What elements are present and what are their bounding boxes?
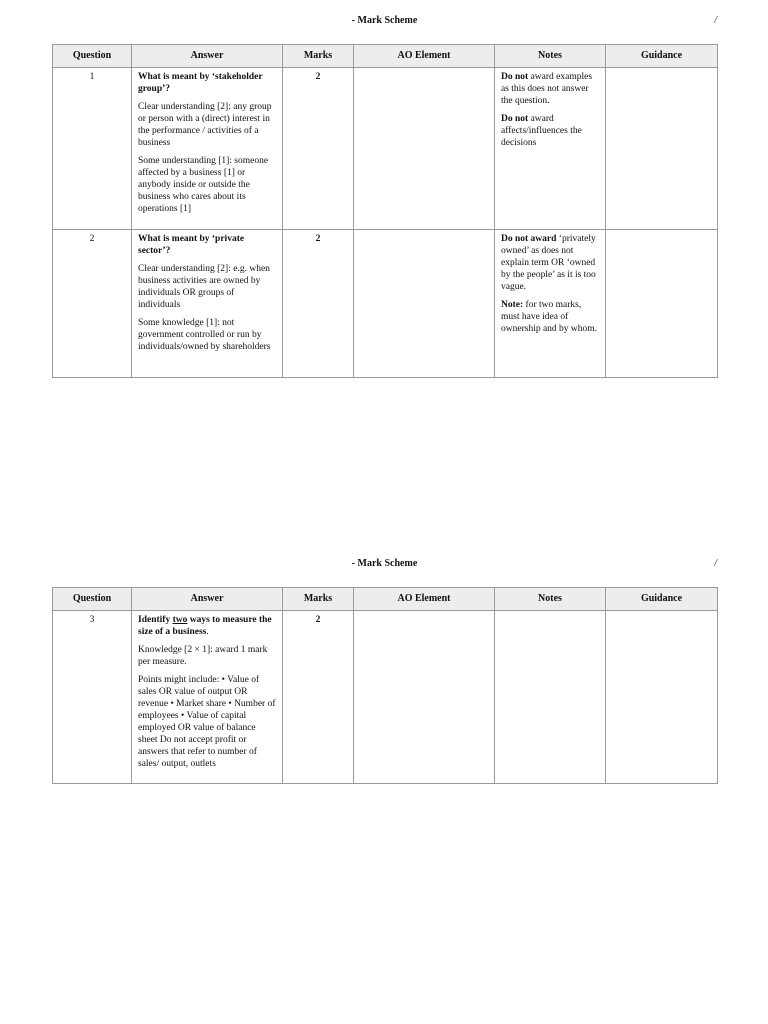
guidance-cell [606, 611, 718, 784]
page-number: / [714, 15, 717, 26]
column-header-answer: Answer [132, 45, 283, 68]
ao-element-cell [354, 611, 495, 784]
marks-cell: 2 [283, 68, 354, 230]
answer-line: Clear understanding [2]: e.g. when business activities are owned by individuals OR groups of individuals [138, 263, 270, 310]
table-row [53, 230, 718, 378]
column-header-question: Question [53, 45, 132, 68]
table-header-row [53, 588, 718, 611]
guidance-cell [606, 230, 718, 378]
table-row [53, 68, 718, 230]
note-line: Do not award examples as this does not answer the question. [501, 72, 593, 106]
column-header-ao-element: AO Element [354, 45, 495, 68]
note-line: Note: for two marks, must have idea of ownership and by whom. [501, 299, 598, 334]
notes-cell [495, 230, 606, 378]
guidance-cell [606, 68, 718, 230]
answer-line: Some knowledge [1]: not government controlled or run by individuals/owned by shareholders [138, 317, 271, 352]
mark-scheme-table [52, 44, 718, 378]
table-header-row [53, 45, 718, 68]
answer-line: Knowledge [2 × 1]: award 1 mark per measure. [138, 644, 268, 667]
mark-scheme-table [52, 587, 718, 784]
page-number: / [714, 558, 717, 569]
column-header-marks: Marks [283, 45, 354, 68]
answer-line: Points might include: • Value of sales OR value of output OR revenue • Market share • Number of employees • Value of capital employed OR value of balance sheet Do not accept profit or answers that refer to number of sales/ output, outlets [138, 674, 276, 769]
page-title: - Mark Scheme [351, 558, 418, 569]
column-header-guidance: Guidance [606, 588, 718, 611]
column-header-answer: Answer [132, 588, 283, 611]
page-header [52, 15, 717, 28]
column-header-notes: Notes [495, 45, 606, 68]
column-header-marks: Marks [283, 588, 354, 611]
column-header-question: Question [53, 588, 132, 611]
question-prompt: Identify two ways to measure the size of a business. [138, 615, 272, 637]
column-header-guidance: Guidance [606, 45, 718, 68]
answer-line: Some understanding [1]: someone affected by a business [1] or anybody inside or outside the business who cares about its operations [1] [138, 155, 269, 214]
page-title: - Mark Scheme [351, 15, 418, 26]
marks-cell: 2 [283, 230, 354, 378]
notes-cell [495, 611, 606, 784]
question-prompt: What is meant by ‘stakeholder group’? [138, 72, 263, 94]
column-header-ao-element: AO Element [354, 588, 495, 611]
question-prompt: What is meant by ‘private sector’? [138, 234, 245, 256]
table-row [53, 611, 718, 784]
ao-element-cell [354, 68, 495, 230]
answer-cell [132, 611, 283, 784]
page-header [52, 558, 717, 571]
notes-cell [495, 68, 606, 230]
ao-element-cell [354, 230, 495, 378]
question-number: 3 [53, 611, 132, 784]
question-number: 2 [53, 230, 132, 378]
marks-cell: 2 [283, 611, 354, 784]
answer-line: Clear understanding [2]: any group or person with a (direct) interest in the performance / activities of a business [138, 101, 272, 148]
question-number: 1 [53, 68, 132, 230]
column-header-notes: Notes [495, 588, 606, 611]
note-line: Do not award affects/influences the decisions [501, 113, 582, 148]
answer-cell [132, 230, 283, 378]
answer-cell [132, 68, 283, 230]
note-line: Do not award ‘privately owned’ as does not explain term OR ‘owned by the people’ as it is too vague. [501, 234, 596, 292]
